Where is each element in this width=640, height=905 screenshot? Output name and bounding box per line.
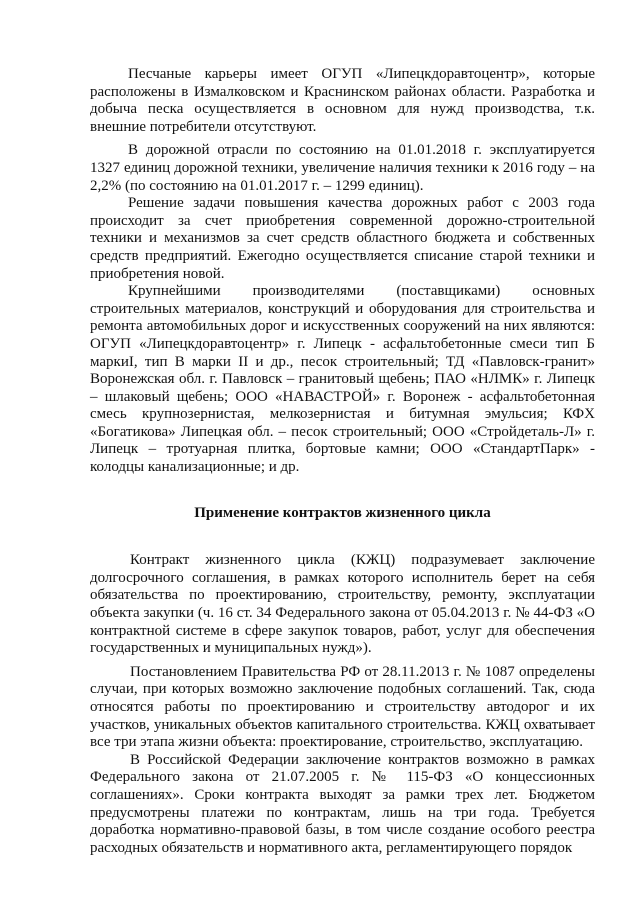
- paragraph-suppliers: Крупнейшими производителями (поставщиками) основных строительных материалов, конструкций и оборудования для строительства и ремонта автомобильных дорог и искусственных сооружений на них являются: ОГУП «Липецкдоравтоцентр» г. Липецк - асфальтобетонные смеси тип Б маркиI, тип В марки II и др., песок строительный; ТД «Павловск-гранит» Воронежская обл. г. Павловск – гранитовый щебень; ПАО «НЛМК» г. Липецк – шлаковый щебень; ООО «НАВАСТРОЙ» г. Воронеж - асфальтобетонная смесь крупнозернистая, мелкозернистая и битумная эмульсия; КФХ «Богатикова» Липецкая обл. – песок строительный; ООО «Стройдеталь-Л» г. Липецк – тротуарная плитка, бортовые камни; ООО «СтандартПарк» - колодцы канализационные; и др.: [90, 283, 595, 476]
- paragraph-government-resolution: Постановлением Правительства РФ от 28.11.2013 г. № 1087 определены случаи, при которых возможно заключение подобных соглашений. Так, сюда относятся работы по проектированию и строительству автодорог и их участков, уникальных объектов капитального строительства. КЖЦ охватывает все три этапа жизни объекта: проектирование, строительство, эксплуатацию.: [90, 663, 595, 751]
- paragraph-sand-quarries: Песчаные карьеры имеет ОГУП «Липецкдоравтоцентр», которые расположены в Измалковском и Краснинском районах области. Разработка и добыча песка осуществляется в основном для нужд производства, т.к. внешние потребители отсутствуют.: [90, 66, 595, 135]
- section-sand-and-equipment: [90, 66, 595, 477]
- paragraph-quality-improvement: Решение задачи повышения качества дорожных работ с 2003 года происходит за счет приобретения современной дорожно-строительной техники и механизмов за счет средств областного бюджета и собственных средств предприятий. Ежегодно осуществляется списание старой техники и приобретения новой.: [90, 195, 595, 282]
- paragraph-lifecycle-definition: Контракт жизненного цикла (КЖЦ) подразумевает заключение долгосрочного соглашения, в рамках которого исполнитель берет на себя обязательства по проектированию, строительству, ремонту, эксплуатации объекта закупки (ч. 16 ст. 34 Федерального закона от 05.04.2013 г. № 44-ФЗ «О контрактной системе в сфере закупок товаров, работ, услуг для обеспечения государственных и муниципальных нужд»).: [90, 552, 595, 657]
- section-heading: Применение контрактов жизненного цикла: [194, 504, 491, 521]
- document-page: [90, 66, 595, 857]
- paragraph-road-equipment: В дорожной отрасли по состоянию на 01.01.2018 г. эксплуатируется 1327 единиц дорожной техники, увеличение наличия техники к 2016 году – на 2,2% (по состоянию на 01.01.2017 г. – 1299 единиц).: [90, 142, 595, 194]
- section-lifecycle-contracts: [90, 552, 595, 857]
- paragraph-concession-law: В Российской Федерации заключение контрактов возможно в рамках Федерального закона от 21.07.2005 г. № 115-ФЗ «О концессионных соглашениях». Сроки контракта выходят за рамки трех лет. Бюджетом предусмотрены платежи по контрактам, лишь на три года. Требуется доработка нормативно-правовой базы, в том числе создание особого реестра расходных обязательств и нормативного акта, регламентирующего порядок: [90, 751, 595, 856]
